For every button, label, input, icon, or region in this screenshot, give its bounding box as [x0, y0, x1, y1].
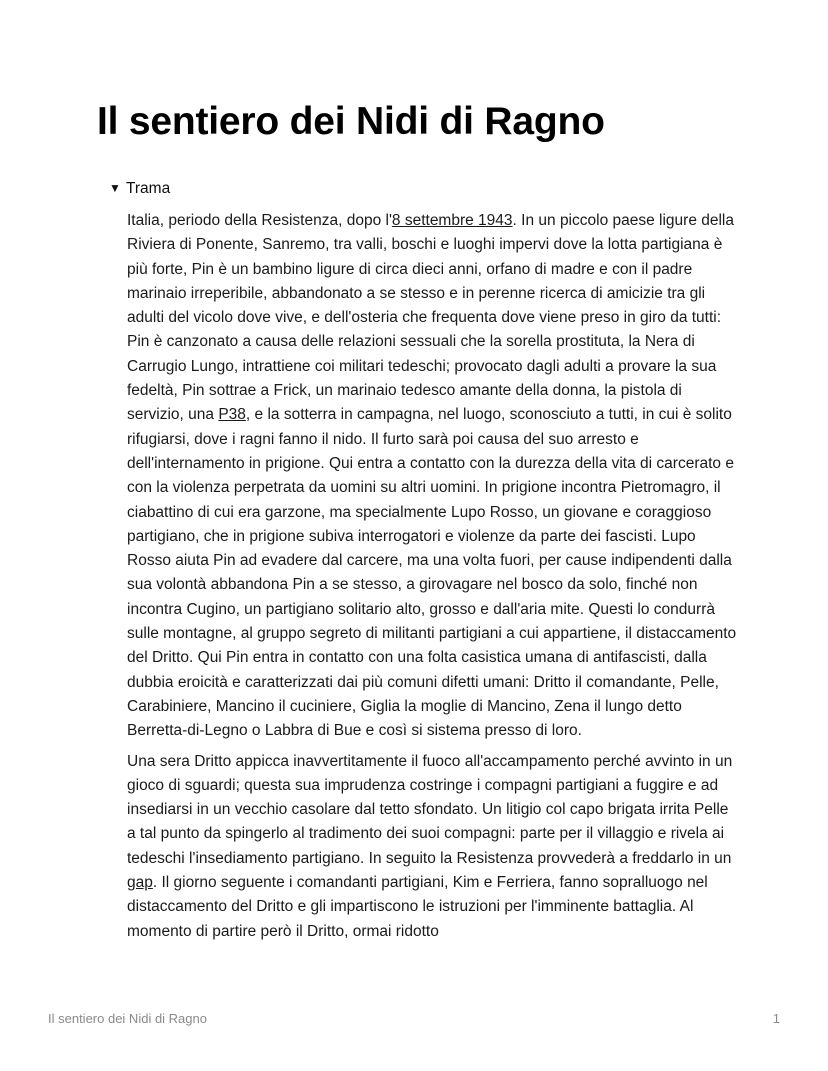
section-toggle-trama[interactable]	[109, 178, 170, 199]
paragraph-text: , e la sotterra in campagna, nel luogo, sconosciuto a tutti, in cui è solito rifugiarsi, dove i ragni fanno il nido. Il furto sarà poi causa del suo arresto e dell'internamento in prigione. Qui entra a contatto con la durezza della vita di carcerato e con la violenza perpetrata da uomini su altri uomini. In prigione incontra Pietromagro, il ciabattino di cui era garzone, ma specialmente Lupo Rosso, un giovane e coraggioso partigiano, che in prigione subiva interrogatori e violenze da parte dei fascisti. Lupo Rosso aiuta Pin ad evadere dal carcere, ma una volta fuori, per cause indipendenti dalla sua volontà abbandona Pin a se stesso, a girovagare nel bosco da solo, finché non incontra Cugino, un partigiano solitario alto, grosso e dall'aria mite. Questi lo condurrà sulle montagne, al gruppo segreto di militanti partigiani a cui appartiene, il distaccamento del Dritto. Qui Pin entra in contatto con una folta casistica umana di antifascisti, dalla dubbia eroicità e caratterizzati dai più comuni difetti umani: Dritto il comandante, Pelle, Carabiniere, Mancino il cuciniere, Giglia la moglie di Mancino, Zena il lungo detto Berretta-di-Legno o Labbra di Bue e così si sistema presso di loro.	[127, 406, 737, 740]
paragraph	[127, 209, 737, 744]
link-8-settembre-1943[interactable]: 8 settembre 1943	[391, 212, 513, 229]
paragraph	[127, 750, 737, 944]
section-label: Trama	[126, 180, 171, 197]
link-gap[interactable]: gap	[127, 874, 153, 892]
footer-title: Il sentiero dei Nidi di Ragno	[48, 1011, 207, 1026]
paragraph-text: . In un piccolo paese ligure della Riviera di Ponente, Sanremo, tra valli, boschi e luoghi impervi dove la lotta partigiana è più forte, Pin è un bambino ligure di circa dieci anni, orfano di madre e con il padre marinaio irreperibile, abbandonato a se stesso e in perenne ricerca di amicizie tra gli adulti del vicolo dove vive, e dell'osteria che frequenta dove viene preso in giro da tutti: Pin è canzonato a causa delle relazioni sessuali che la sorella prostituta, la Nera di Carrugio Lungo, intrattiene coi militari tedeschi; provocato dagli adulti a provare la sua fedeltà, Pin sottrae a Frick, un marinaio tedesco amante della donna, la pistola di servizio, una	[127, 212, 734, 424]
section-content	[127, 209, 737, 950]
link-p38[interactable]: P38	[218, 406, 246, 424]
page-title: Il sentiero dei Nidi di Ragno	[97, 100, 605, 143]
disclosure-triangle-icon: ▼	[109, 181, 121, 195]
paragraph-text: Italia, periodo della Resistenza, dopo l'	[127, 212, 392, 229]
paragraph-text: Una sera Dritto appicca inavvertitamente il fuoco all'accampamento perché avvinto in un gioco di sguardi; questa sua imprudenza costringe i compagni partigiani a fuggire e ad insediarsi in un vecchio casolare dal tetto sfondato. Un litigio col capo brigata irrita Pelle a tal punto da spingerlo al tradimento dei suoi compagni: parte per il villaggio e rivela ai tedeschi l'insediamento partigiano. In seguito la Resistenza provvederà a freddarlo in un	[127, 752, 733, 867]
page-number: 1	[772, 1011, 780, 1026]
paragraph-text: . Il giorno seguente i comandanti partigiani, Kim e Ferriera, fanno sopralluogo nel distaccamento del Dritto e gli impartiscono le istruzioni per l'imminente battaglia. Al momento di partire però il Dritto, ormai ridotto	[127, 874, 708, 940]
